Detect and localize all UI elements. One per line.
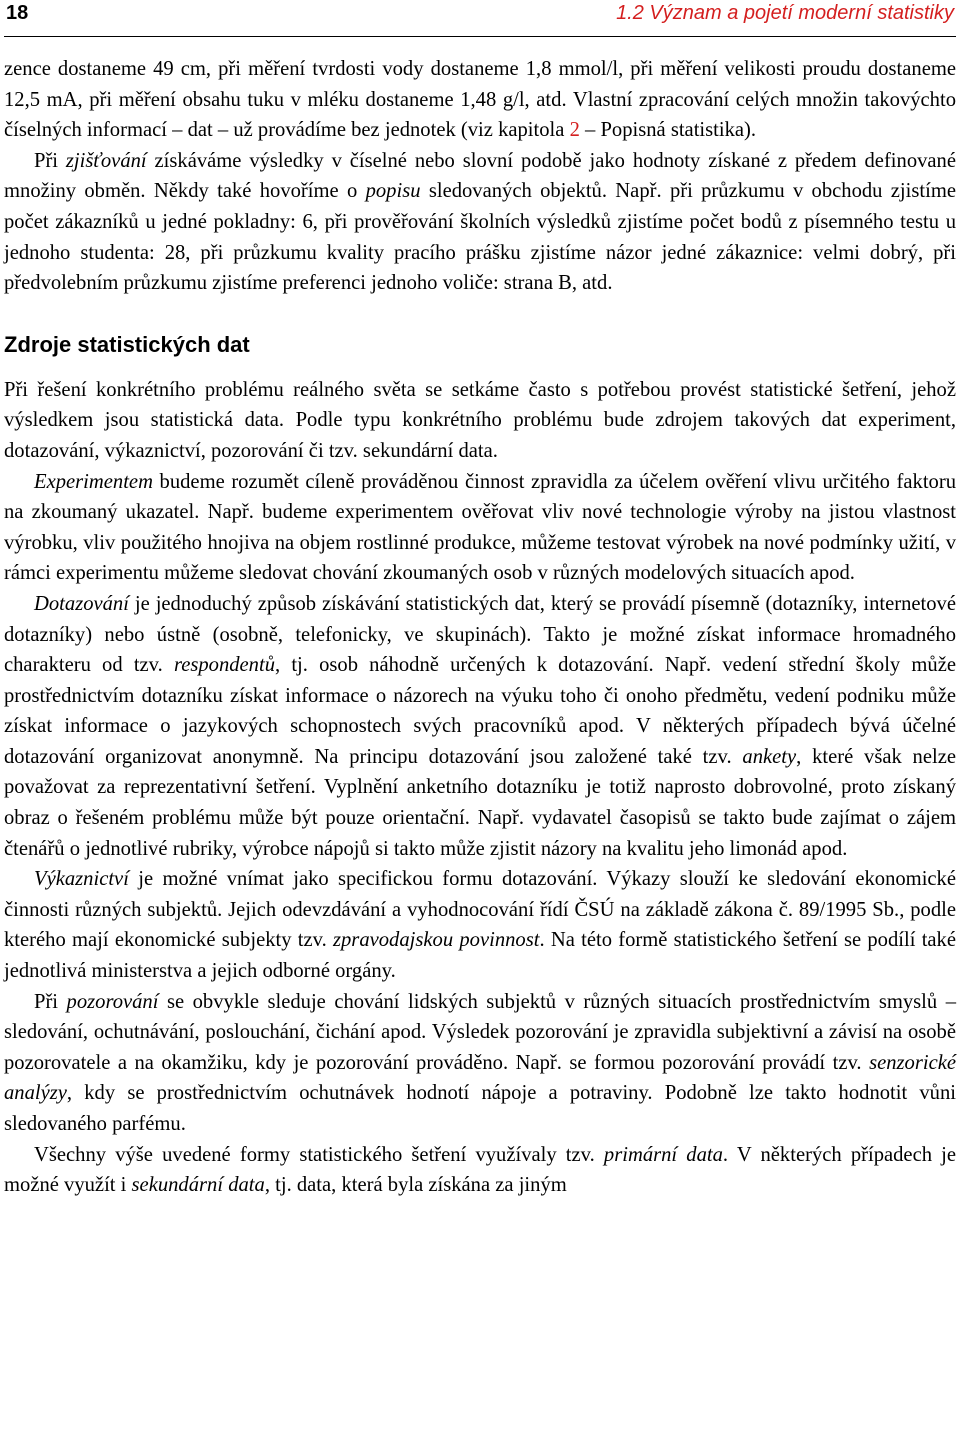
intro-paragraph <box>4 54 956 146</box>
text-run: . V některých případech je možné využít i <box>4 1143 957 1197</box>
page-number: 18 <box>6 2 29 24</box>
text-run: Při řešení konkrétního problému reálného světa se setkáme často s potřebou provést statistické šetření, jehož výsledkem jsou statistická data. Podle typu konkrétního problému bude zdrojem takových dat experiment, dotazování, výkaznictví, pozorování či tzv. sekundární data. <box>4 378 956 462</box>
body-paragraph <box>4 589 956 864</box>
text-run: Při <box>34 149 66 172</box>
header-rule <box>4 36 956 37</box>
text-run: budeme rozumět cíleně prováděnou činnost zpravidla za účelem ověření vlivu určitého faktoru na zkoumaný ukazatel. Např. budeme experimentem ověřovat vliv nové technologie výroby na jistou vlastnost výrobku, vliv použitého hnojiva na objem rostlinné produkce, můžeme testovat výrobek na nové podmínky užití, v rámci experimentu můžeme sledovat chování zkoumaných osob v různých modelových situacích apod. <box>4 470 956 585</box>
intro-paragraph <box>4 146 956 299</box>
text-run: Při <box>34 990 67 1013</box>
emphasized-term: zjišťování <box>65 149 147 172</box>
emphasized-term: pozorování <box>66 990 159 1013</box>
text-run: sledovaných objektů. Např. při průzkumu v obchodu zjistíme počet zákazníků u jedné pokladny: 6, při prověřování školních výsledků zjistíme počet bodů z písemného testu u jednoho studenta: 28, při průzkumu kvality pracího prášku zjistíme názor jedné zákaznice: velmi dobrý, při předvolebním průzkumu zjistíme preferenci jednoho voliče: strana B, atd. <box>4 180 956 295</box>
running-head: 1.2 Význam a pojetí moderní statistiky <box>616 2 954 24</box>
body-text <box>4 54 956 1201</box>
text-run: – Popisná statistika). <box>579 119 757 142</box>
text-run: zence dostaneme 49 cm, při měření tvrdosti vody dostaneme 1,8 mmol/l, při měření velikosti proudu dostaneme 12,5 mA, při měření obsahu tuku v mléku dostaneme 1,48 g/l, atd. Vlastní zpracování celých množin takovýchto číselných informací – dat – už provádíme bez jednotek (viz kapitola <box>4 58 956 142</box>
emphasized-term: Dotazování <box>34 592 129 615</box>
text-run: se obvykle sleduje chování lidských subjektů v různých situacích prostřednictvím smyslů – sledování, ochutnávání, poslouchání, čichání apod. Výsledek pozorování je zpravidla subjektivní a závisí na osobě pozorovatele a na okamžiku, kdy je pozorování prováděno. Např. se formou pozorování provádí tzv. <box>4 990 956 1074</box>
page-header <box>4 0 956 44</box>
text-run: získáváme výsledky v číselné nebo slovní podobě jako hodnoty získané z předem definované množiny obměn. Někdy také hovoříme o <box>4 149 956 203</box>
emphasized-term: Experimentem <box>34 470 153 493</box>
text-run: , které však nelze považovat za reprezentativní šetření. Vyplnění anketního dotazníku je totiž naprosto dobrovolné, proto získaný obraz o řešeném problému může být pouze orientační. Např. vydavatel časopisů se takto bude zajímat o zájem čtenářů o jednotlivé rubriky, výrobce nápojů si takto může zjistit názory na kvalitu jeho limonád apod. <box>4 745 956 860</box>
emphasized-term: popisu <box>365 180 421 203</box>
text-run: , kdy se prostřednictvím ochutnávek hodnotí nápoje a potraviny. Podobně lze takto hodnotit vůni sledovaného parfému. <box>4 1082 956 1135</box>
emphasized-term: ankety <box>742 745 797 768</box>
text-run: je možné vnímat jako specifickou formu dotazování. Výkazy slouží ke sledování ekonomické činnosti různých subjektů. Jejich odevzdávání a vyhodnocování řídí ČSÚ na základě zákona č. 89/1995 Sb., podle kterého mají ekonomické subjekty tzv. <box>4 868 956 952</box>
emphasized-term: sekundární data <box>131 1174 265 1197</box>
section-body <box>4 375 956 1201</box>
chapter-reference-link[interactable]: 2 <box>569 119 580 142</box>
emphasized-term: zpravodajskou povinnost <box>333 929 540 952</box>
body-paragraph <box>4 987 956 1140</box>
body-paragraph <box>4 864 956 986</box>
body-paragraph <box>4 375 956 467</box>
body-paragraph <box>4 1140 956 1201</box>
text-run: je jednoduchý způsob získávání statistických dat, který se provádí písemně (dotazníky, internetové dotazníky) nebo ústně (osobně, telefonicky, ve skupinách). Takto je možné získat informace hromadného charakteru od tzv. <box>4 592 956 677</box>
text-run: . Na této formě statistického šetření se podílí také jednotlivá ministerstva a jejich odborné orgány. <box>4 929 956 983</box>
section-heading: Zdroje statistických dat <box>4 331 250 357</box>
emphasized-term: senzorické analýzy <box>4 1051 956 1105</box>
text-run: Všechny výše uvedené formy statistického šetření využívaly tzv. <box>34 1143 604 1166</box>
emphasized-term: respondentů <box>173 654 276 677</box>
emphasized-term: Výkaznictví <box>34 868 129 891</box>
body-paragraph <box>4 467 956 589</box>
text-run: , tj. data, která byla získána za jiným <box>264 1174 567 1197</box>
text-run: , tj. osob náhodně určených k dotazování. Např. vedení střední školy může prostřednictvím dotazníku získat informace o názorech na výuku toho či onoho předmětu, vedení podniku může získat informace o jazykových schopnostech svých pracovníků apod. V některých případech bývá účelné dotazování organizovat anonymně. Na principu dotazování jsou založené také tzv. <box>4 654 956 768</box>
emphasized-term: primární data <box>603 1143 723 1166</box>
